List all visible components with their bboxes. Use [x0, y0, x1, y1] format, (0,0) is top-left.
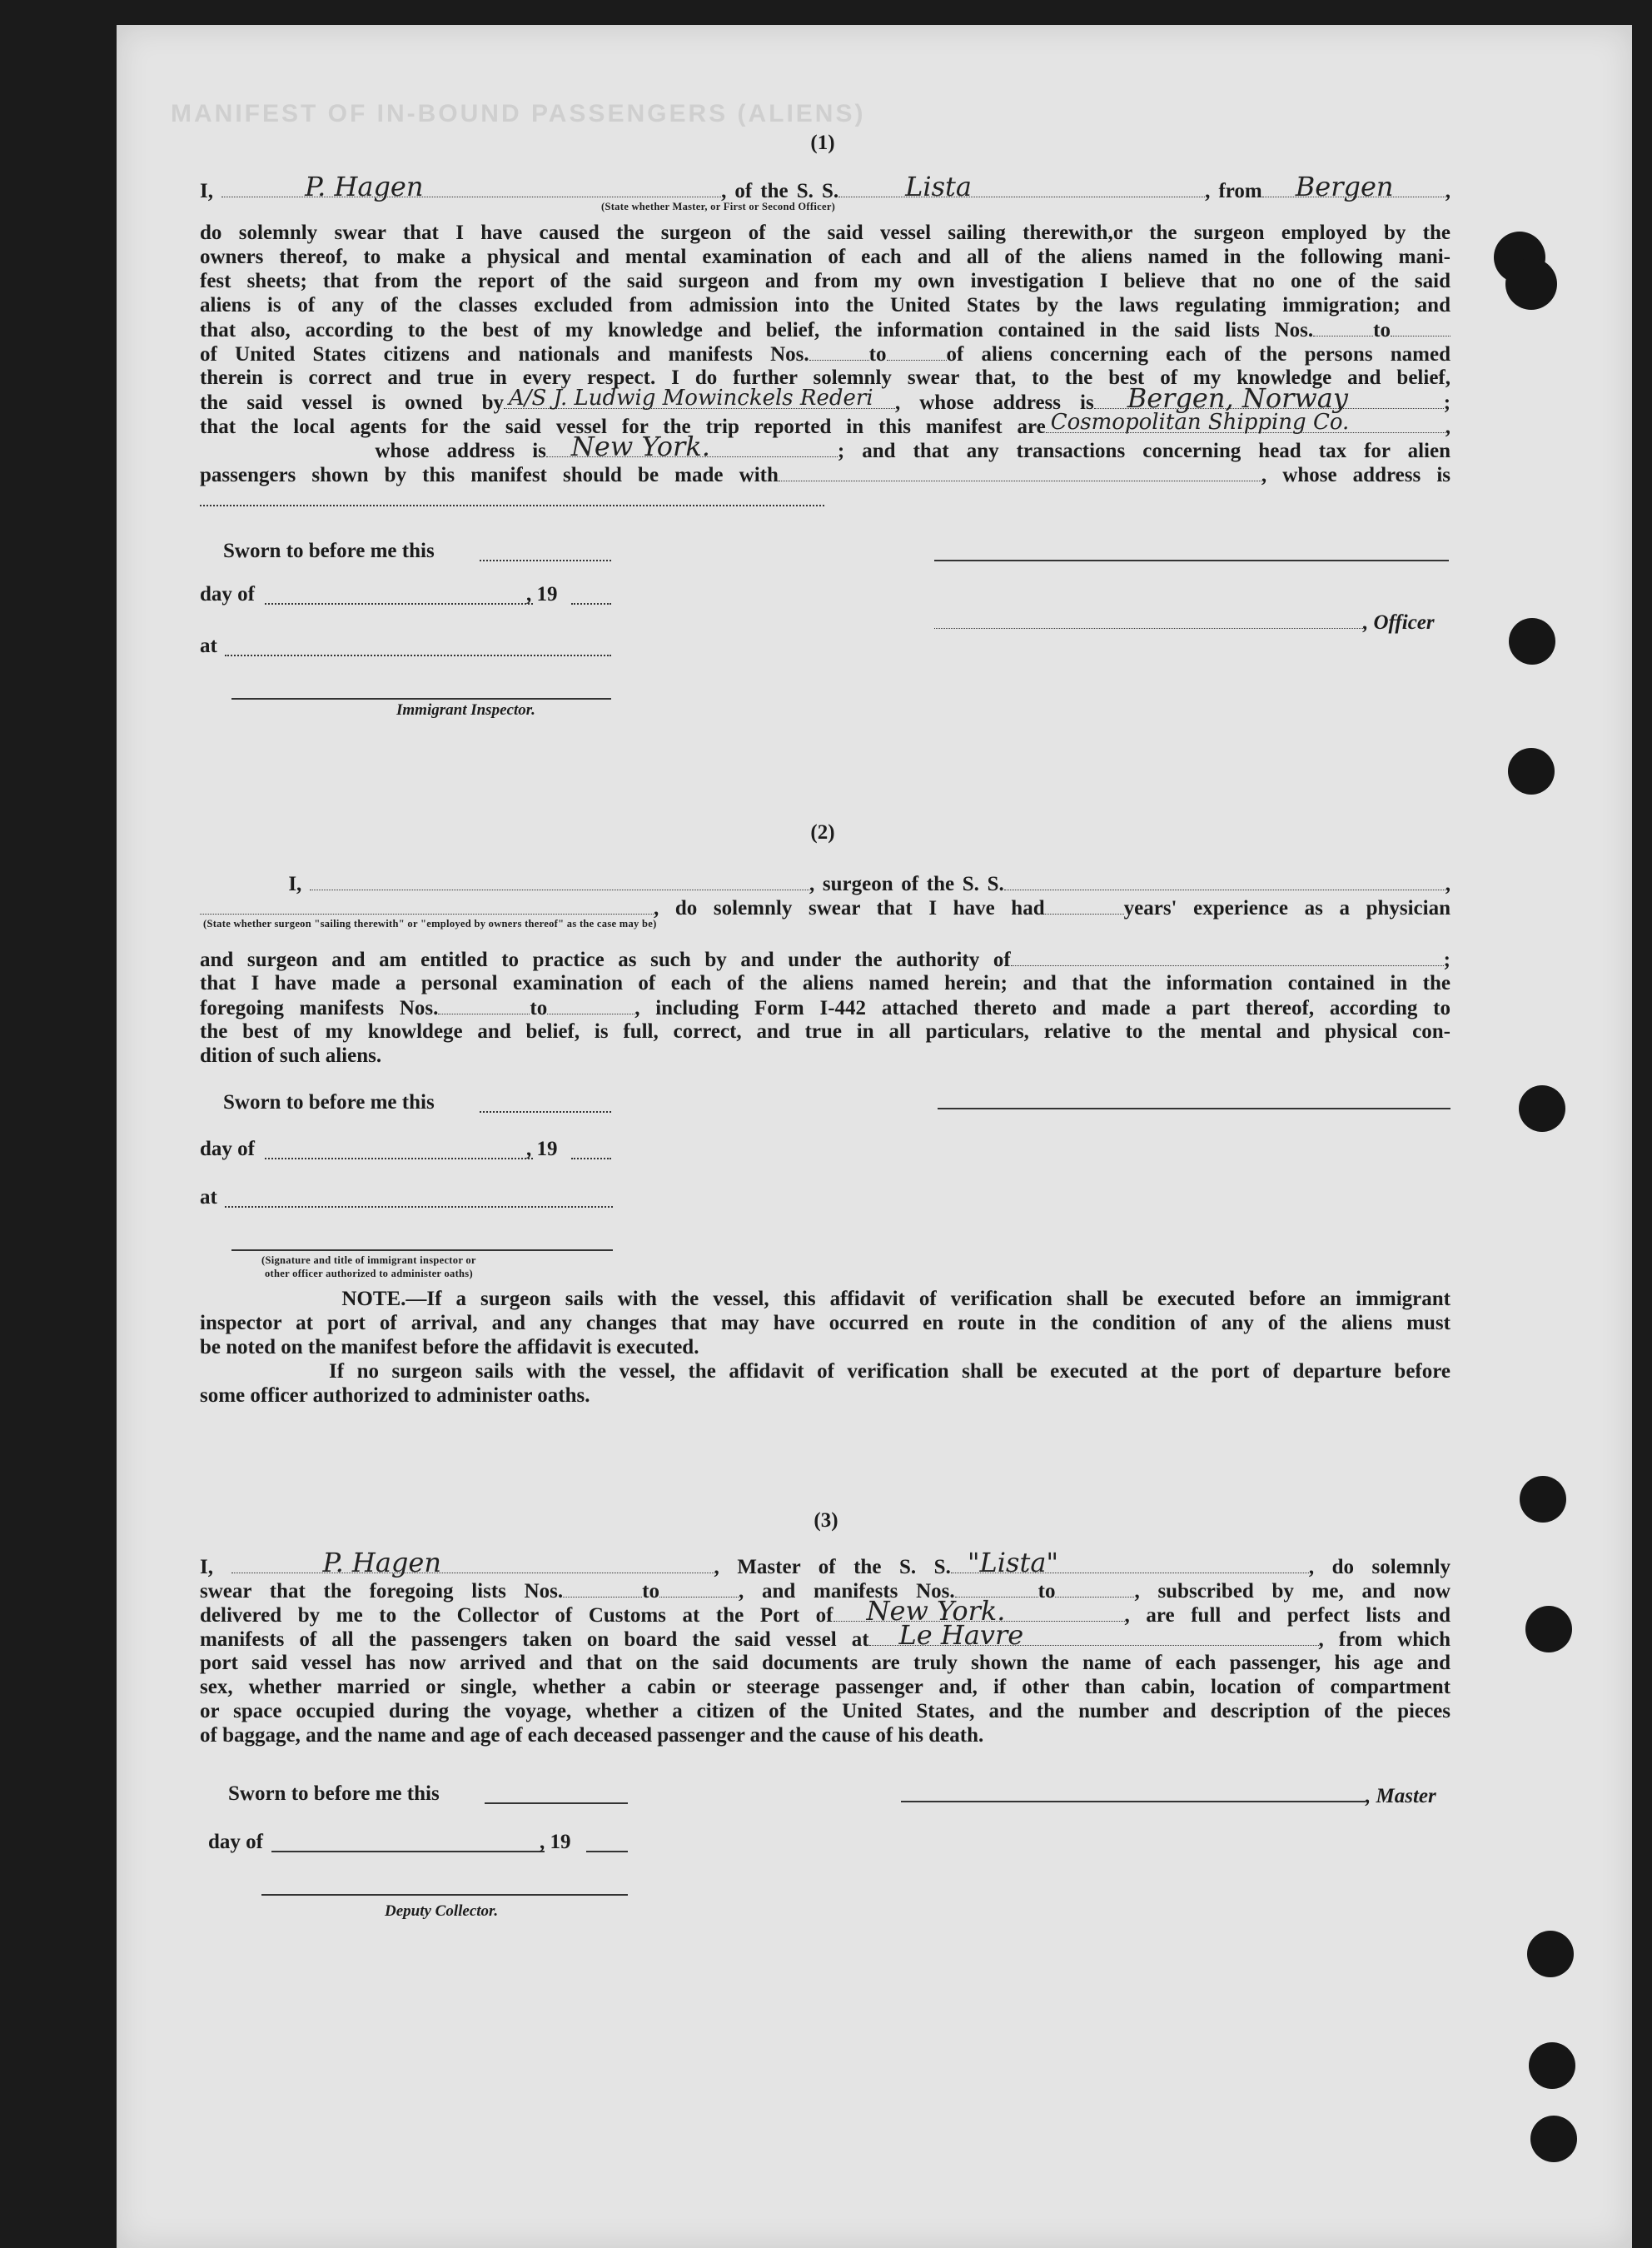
immigrant-inspector-label: Immigrant Inspector.: [396, 701, 535, 719]
s2-line-2: , do solemnly swear that I have had years' experience as a physician: [200, 895, 1450, 920]
hw-agents-address: New York.: [570, 431, 710, 462]
s2-day-blank: [265, 1158, 533, 1159]
s1-at-blank: [225, 655, 611, 656]
s1-line-3: owners thereof, to make a physical and mental examination of each and all of the aliens named in the following mani-: [200, 246, 1450, 268]
surgeon-signature-line: [938, 1108, 1450, 1109]
s2-line-6: the best of my knowldege and belief, is full, correct, and true in all particulars, relative to the mental and physical con-: [200, 1020, 1450, 1043]
s3-year: , 19: [540, 1831, 571, 1853]
s2-year: , 19: [526, 1138, 558, 1160]
s2-line-4: that I have made a personal examination of each of the aliens named herein; and that the information contained in the: [200, 972, 1450, 994]
s2-sworn-blank: [480, 1111, 611, 1113]
s3-day-blank: [271, 1851, 545, 1852]
s2-inspector-signature-line: [231, 1249, 613, 1251]
punch-hole: [1525, 1606, 1572, 1652]
s1-officer-label: , Officer: [934, 610, 1435, 635]
s3-line-1: I, P. Hagen , Master of the S. S. "Lista" , do solemnly: [200, 1547, 1451, 1578]
s3-line-8: of baggage, and the name and age of each deceased passenger and the cause of his death.: [200, 1724, 984, 1747]
s3-line-2: swear that the foregoing lists Nos. to , and manifests Nos. to , subscribed by me, and now: [200, 1580, 1450, 1603]
s1-line-1: I, P. Hagen , of the S. S. Lista , from Bergen ,: [200, 171, 1450, 202]
s2-line-7: dition of such aliens.: [200, 1044, 382, 1067]
s1-line-11: whose address is New York. ; and that any transactions concerning head tax for alien: [375, 431, 1451, 462]
s1-line-4: fest sheets; that from the report of the said surgeon and from my own investigation I believe that no one of the said: [200, 270, 1450, 292]
s2-line-1: I, , surgeon of the S. S. ,: [200, 873, 1451, 895]
s3-line-3: delivered by me to the Collector of Customs at the Port of New York. , are full and perfect lists and: [200, 1595, 1451, 1627]
note-line-1: NOTE.—If a surgeon sails with the vessel, this affidavit of verification shall be executed before an immigrant: [341, 1288, 1450, 1310]
note-line-2: inspector at port of arrival, and any changes that may have occurred en route in the condition of any of the aliens must: [200, 1312, 1450, 1334]
s3-line-4: manifests of all the passengers taken on board the said vessel at Le Havre , from which: [200, 1619, 1450, 1651]
punch-hole: [1505, 258, 1557, 310]
s1-sworn-blank: [480, 560, 611, 561]
punch-hole: [1508, 748, 1555, 795]
s2-day-of: day of: [200, 1138, 255, 1160]
punch-hole: [1520, 1476, 1566, 1523]
s2-sworn: Sworn to before me this: [223, 1091, 435, 1114]
hw-ship-name: Lista: [905, 171, 972, 202]
s1-line-8: therein is correct and true in every respect. I do further solemnly swear that, to the best of my knowledge and belief,: [200, 366, 1450, 389]
s3-year-blank: [586, 1851, 628, 1852]
s3-line-5: port said vessel has now arrived and that on the said documents are truly shown the name of each passenger, his age and: [200, 1652, 1450, 1674]
s1-line-7: of United States citizens and nationals and manifests Nos. to of aliens concerning each of the persons named: [200, 343, 1451, 366]
deputy-collector-label: Deputy Collector.: [385, 1902, 499, 1920]
punch-hole: [1527, 1931, 1574, 1977]
hw-arrival-port: New York.: [866, 1595, 1006, 1627]
punch-hole: [1530, 2116, 1577, 2162]
section-2-number: (2): [810, 821, 835, 844]
note-line-4: If no surgeon sails with the vessel, the affidavit of verification shall be executed at the port of departure before: [329, 1360, 1450, 1383]
punch-hole: [1519, 1085, 1565, 1132]
s1-day-blank: [265, 603, 533, 605]
hw-departure-port: Le Havre: [898, 1619, 1024, 1651]
s3-sworn-blank: [485, 1802, 628, 1804]
hw-s3-ship-name: "Lista": [967, 1547, 1059, 1578]
hw-owner-address: Bergen, Norway: [1127, 382, 1348, 414]
punch-hole: [1509, 618, 1555, 665]
deputy-collector-signature-line: [261, 1894, 628, 1896]
s1-sworn: Sworn to before me this: [223, 540, 435, 562]
s2-sig-note-1: (Signature and title of immigrant inspector or: [261, 1254, 476, 1266]
s2-line-5: foregoing manifests Nos. to , including Form I-442 attached thereto and made a part thereof, according to: [200, 997, 1450, 1019]
s1-year: , 19: [526, 583, 558, 606]
s1-day-of: day of: [200, 583, 255, 606]
faded-header-ghost: MANIFEST OF IN-BOUND PASSENGERS (ALIENS): [171, 100, 866, 127]
hw-from-port: Bergen: [1295, 171, 1394, 202]
s2-at-blank: [225, 1206, 613, 1208]
note-line-3: be noted on the manifest before the affidavit is executed.: [200, 1336, 699, 1358]
s1-line-9: the said vessel is owned by A/S J. Ludwig Mowinckels Rederi , whose address is Bergen, Norway ;: [200, 382, 1451, 414]
s1-line-2: do solemnly swear that I have caused the surgeon of the said vessel sailing therewith,or the surgeon employed by the: [200, 222, 1450, 244]
s3-line-7: or space occupied during the voyage, whether a citizen of the United States, and the number and description of the pieces: [200, 1700, 1450, 1722]
s1-at: at: [200, 635, 217, 657]
section-1-number: (1): [810, 132, 835, 154]
s1-line-10: that the local agents for the said vessel for the trip reported in this manifest are Cosmopolitan Shipping Co. ,: [200, 410, 1450, 438]
s3-line-6: sex, whether married or single, whether a cabin or steerage passenger and, if other than cabin, location of compartment: [200, 1676, 1450, 1698]
s1-year-blank: [571, 603, 611, 605]
s2-sig-note-2: other officer authorized to administer oaths): [265, 1268, 473, 1279]
s2-line-3: and surgeon and am entitled to practice as such by and under the authority of ;: [200, 949, 1450, 971]
hw-s3-master-name: P. Hagen: [322, 1547, 441, 1578]
s2-year-blank: [571, 1158, 611, 1159]
hw-master-name: P. Hagen: [305, 171, 424, 202]
hw-agents: Cosmopolitan Shipping Co.: [1050, 410, 1350, 435]
note-line-5: some officer authorized to administer oaths.: [200, 1384, 590, 1407]
officer-note: (State whether Master, or First or Second Officer): [601, 201, 836, 212]
surgeon-note: (State whether surgeon "sailing therewith" or "employed by owners thereof" as the case may be): [203, 918, 657, 930]
s2-at: at: [200, 1186, 217, 1209]
inspector-signature-line: [231, 698, 611, 700]
s3-sworn: Sworn to before me this: [228, 1782, 440, 1805]
s3-day-of: day of: [208, 1831, 263, 1853]
s1-line-6: that also, according to the best of my knowledge and belief, the information contained in the said lists Nos. to: [200, 317, 1450, 342]
s1-line-5: aliens is of any of the classes excluded from admission into the United States by the laws regulating immigration; and: [200, 294, 1450, 317]
section-3-number: (3): [814, 1509, 838, 1532]
hw-owner: A/S J. Ludwig Mowinckels Rederi: [508, 386, 873, 411]
s3-master-label: , Master: [901, 1782, 1436, 1808]
s1-line-12: passengers shown by this manifest should be made with , whose address is: [200, 464, 1450, 486]
officer-signature-line: [934, 560, 1449, 561]
punch-hole: [1529, 2042, 1575, 2089]
s1-address-blank: [200, 505, 824, 506]
